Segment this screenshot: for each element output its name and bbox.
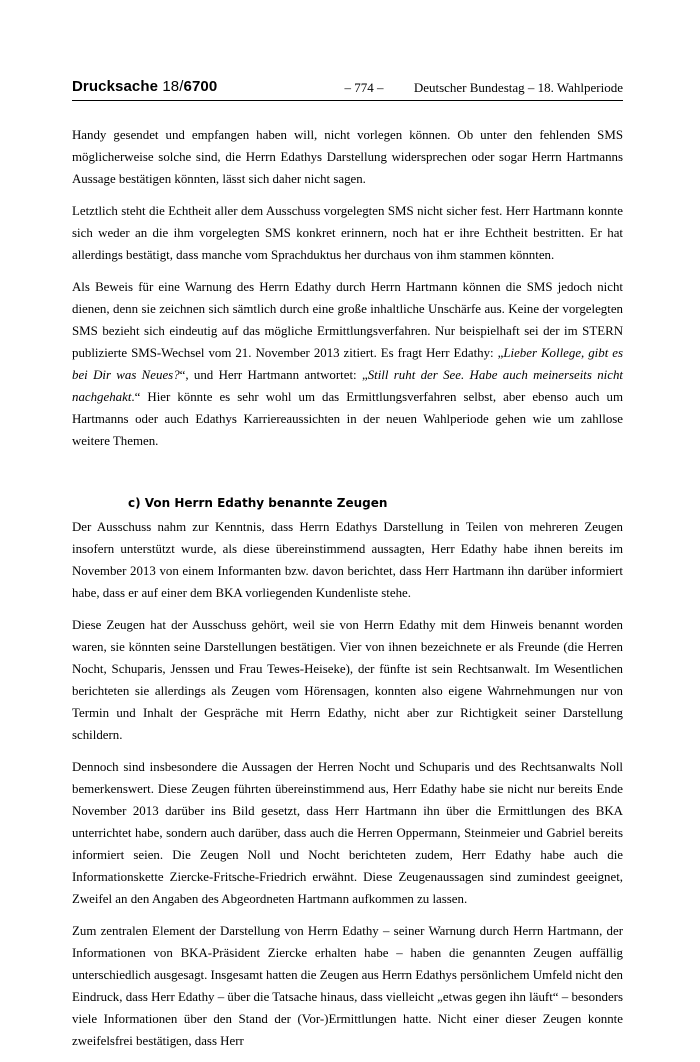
document-number xyxy=(72,78,217,95)
text-span: .“ Hier könnte es sehr wohl um das Ermittlungsverfahren selbst, aber ebenso auch um Hartmanns oder auch Edathys Karriereaussichten in der neuen Wahlperiode gehen wie um zahllose weitere Themen. xyxy=(72,390,623,448)
section-heading: c) Von Herrn Edathy benannte Zeugen xyxy=(128,496,388,510)
text-span: “, und Herr Hartmann antwortet: „ xyxy=(179,368,368,382)
paragraph-sms-quote xyxy=(72,276,623,452)
doc-label: Drucksache xyxy=(72,78,159,95)
text-span: Als Beweis für eine Warnung des Herrn Edathy durch Herrn Hartmann können die SMS jedoch nicht dienen, denn sie zeichnen sich sämtlich durch eine große inhaltliche Unschärfe aus. Keine der vorgelegten SMS bezieht sich eindeutig auf das mögliche Ermittlungsverfahren. Nur beispielhaft sei der im STERN publizierte SMS-Wechsel vom 21. November 2013 zitiert. Es fragt Herr Edathy: „ xyxy=(72,280,623,360)
paragraph: Diese Zeugen hat der Ausschuss gehört, weil sie von Herrn Edathy mit dem Hinweis benannt worden waren, sie könnten seine Darstellungen bestätigen. Vier von ihnen bezeichnete er als Freunde (die Herren Nocht, Schuparis, Jenssen und Frau Tewes-Heiseke), der fünfte ist sein Rechtsanwalt. Im Wesentlichen berichteten sie allerdings als Zeugen vom Hörensagen, konnten also eigene Wahrnehmungen nur von Termin und Inhalt der Gespräche mit Herrn Edathy, nicht aber zur Richtigkeit seiner Darstellung schildern. xyxy=(72,618,623,742)
paragraph: Letztlich steht die Echtheit aller dem Ausschuss vorgelegten SMS nicht sicher fest. Herr Hartmann konnte sich weder an die ihm vorgelegten SMS konkret erinnern, noch hat er ihre Echtheit bestritten. Er hat allerdings bestätigt, dass manche vom Sprachduktus her durchaus von ihm stammen könnten. xyxy=(72,204,623,262)
paragraph: Zum zentralen Element der Darstellung von Herrn Edathy – seiner Warnung durch Herrn Hartmann, der Informationen von BKA-Präsident Ziercke erhalten habe – haben die genannten Zeugen auffällig unterschiedlich ausgesagt. Insgesamt hatten die Zeugen aus Herrn Edathys persönlichem Umfeld nicht den Eindruck, dass Herr Edathy – über die Tatsache hinaus, dass vielleicht „etwas gegen ihn läuft“ – besonders viele Informationen über den Stand der (Vor-)Ermittlungen hatte. Nicht einer dieser Zeugen konnte zweifelsfrei bestätigen, dass Herr xyxy=(72,924,623,1048)
doc-number-prefix: 18/ xyxy=(162,78,184,95)
paragraph: Handy gesendet und empfangen haben will, nicht vorlegen können. Ob unter den fehlenden SMS möglicherweise solche sind, die Herrn Edathys Darstellung widersprechen oder sogar Herrn Hartmanns Aussage bestätigen könnten, lässt sich daher nicht sagen. xyxy=(72,128,623,186)
page-number: – 774 – xyxy=(344,80,384,95)
quote-edathy: Lieber Kollege, gibt es bei Dir was Neues? xyxy=(72,346,623,382)
document-body xyxy=(72,124,623,1062)
paragraph: Dennoch sind insbesondere die Aussagen der Herren Nocht und Schuparis und des Rechtsanwalts Noll bemerkenswert. Diese Zeugen führten übereinstimmend aus, Herr Edathy habe sie nicht nur bereits Ende November 2013 darüber ins Bild gesetzt, dass Herr Hartmann ihn über die Ermittlungen des BKA unterrichtet habe, sondern auch darüber, dass auch die Herren Oppermann, Steinmeier und Gabriel bereits informiert seien. Die Zeugen Noll und Nocht berichteten zudem, Herr Edathy habe auch die Informationskette Ziercke-Fritsche-Friedrich erwähnt. Diese Zeugenaussagen sind zumindest geeignet, Zweifel an den Angaben des Abgeordneten Hartmann aufkommen zu lassen. xyxy=(72,760,623,906)
quote-hartmann: Still ruht der See. Habe auch meinerseits nicht nachgehakt xyxy=(72,368,623,404)
institution-label: Deutscher Bundestag – 18. Wahlperiode xyxy=(413,80,623,95)
page-header xyxy=(72,78,623,101)
doc-number-suffix: 6700 xyxy=(183,78,218,95)
paragraph: Der Ausschuss nahm zur Kenntnis, dass Herrn Edathys Darstellung in Teilen von mehreren Zeugen insofern unterstützt wurde, als diese übereinstimmend aussagten, Herr Edathy habe ihnen bereits im November 2013 von einem Informanten bzw. davon berichtet, dass Herr Hartmann ihn darüber informiert habe, dass er auf einer dem BKA vorliegenden Kundenliste stehe. xyxy=(72,520,623,600)
